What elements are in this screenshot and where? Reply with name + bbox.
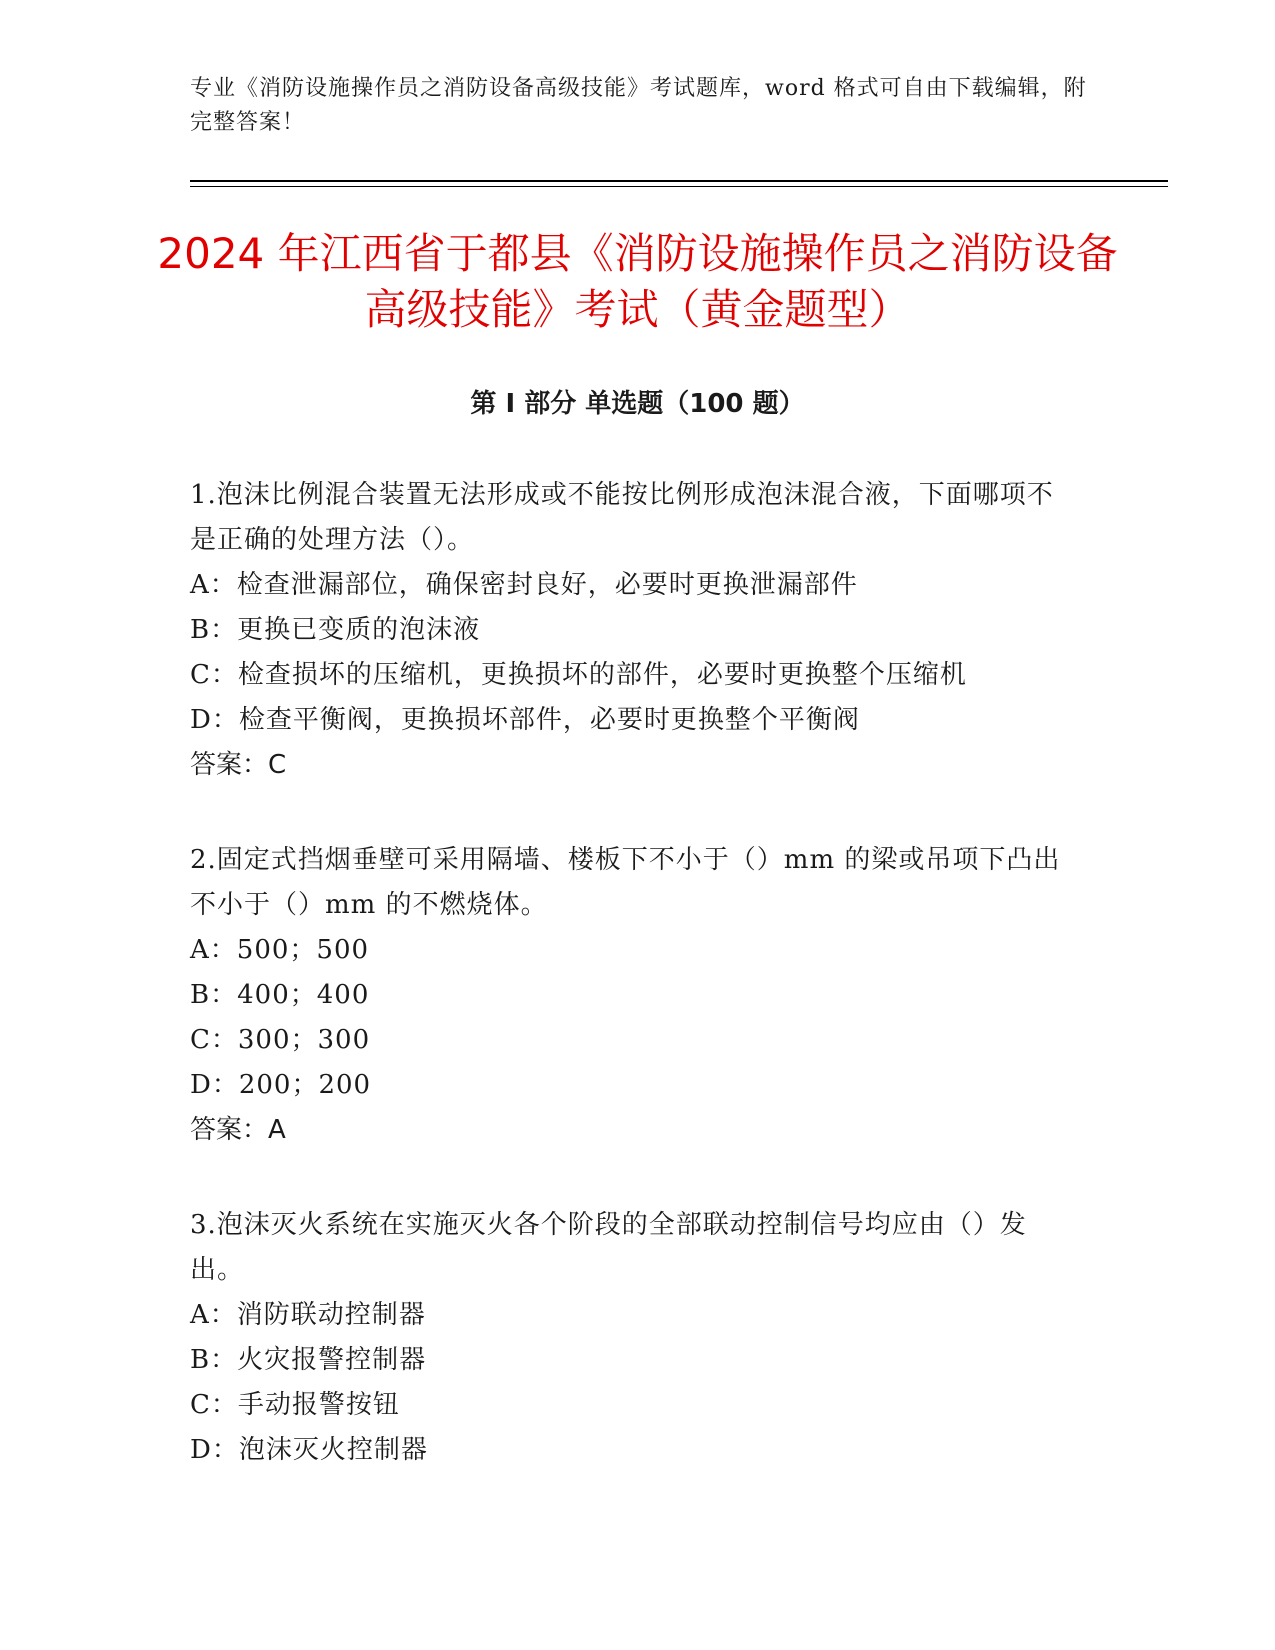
header-rule-thick — [190, 180, 1168, 182]
option-a: A：消防联动控制器 — [190, 1300, 426, 1330]
answer: 答案：A — [190, 1115, 286, 1145]
question-1 — [190, 473, 1070, 788]
option-d: D：检查平衡阀，更换损坏部件，必要时更换整个平衡阀 — [190, 705, 860, 735]
option-b: B：400；400 — [190, 980, 370, 1010]
option-a: A：检查泄漏部位，确保密封良好，必要时更换泄漏部件 — [190, 570, 858, 600]
question-stem: 1.泡沫比例混合装置无法形成或不能按比例形成泡沫混合液，下面哪项不是正确的处理方法（）。 — [190, 480, 1054, 555]
option-b: B：火灾报警控制器 — [190, 1345, 427, 1375]
option-c: C：检查损坏的压缩机，更换损坏的部件，必要时更换整个压缩机 — [190, 660, 967, 690]
question-3 — [190, 1203, 1070, 1473]
answer: 答案：C — [190, 750, 287, 780]
question-stem: 3.泡沫灭火系统在实施灭火各个阶段的全部联动控制信号均应由（）发出。 — [190, 1210, 1027, 1285]
option-d: D：200；200 — [190, 1070, 372, 1100]
question-2 — [190, 838, 1070, 1153]
option-a: A：500；500 — [190, 935, 370, 965]
document-title: 2024 年江西省于都县《消防设施操作员之消防设备高级技能》考试（黄金题型） — [157, 229, 1118, 334]
section-heading: 第 I 部分 单选题（100 题） — [470, 389, 805, 419]
option-d: D：泡沫灭火控制器 — [190, 1435, 428, 1465]
option-c: C：手动报警按钮 — [190, 1390, 400, 1420]
question-stem: 2.固定式挡烟垂壁可采用隔墙、楼板下不小于（）mm 的梁或吊项下凸出不小于（）mm 的不燃烧体。 — [190, 845, 1061, 920]
header-rule-thin — [190, 186, 1168, 187]
header-note: 专业《消防设施操作员之消防设备高级技能》考试题库，word 格式可自由下载编辑，附完整答案！ — [190, 76, 1087, 135]
option-c: C：300；300 — [190, 1025, 371, 1055]
option-b: B：更换已变质的泡沫液 — [190, 615, 481, 645]
